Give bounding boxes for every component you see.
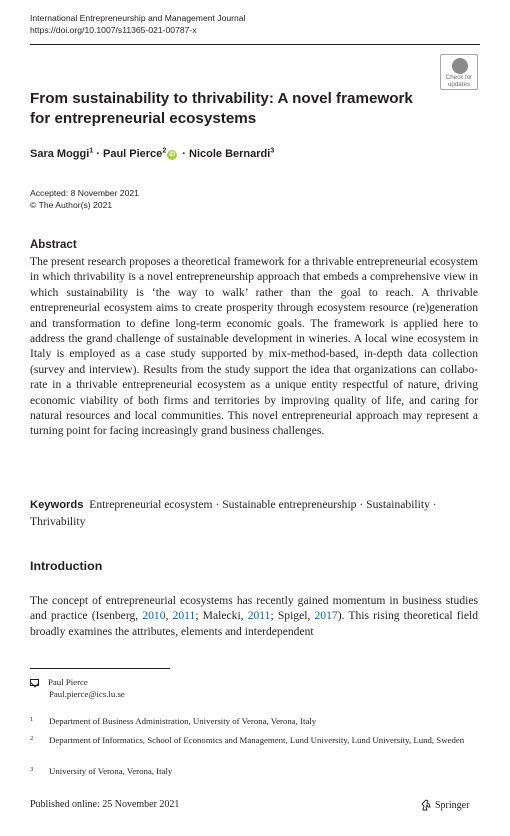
author-separator: · <box>93 148 103 160</box>
intro-text: , <box>165 609 173 623</box>
footnote-rule <box>30 668 170 669</box>
springer-horse-icon <box>420 799 432 811</box>
corresponding-author <box>30 677 125 700</box>
keywords-text: Entrepreneurial ecosystem · Sustainable entrepreneurship · Sustainability · Thrivability <box>30 498 437 528</box>
author-name[interactable]: Paul Pierce <box>102 148 163 160</box>
badge-line1: Check for <box>445 74 473 81</box>
orcid-icon[interactable]: iD <box>169 152 176 158</box>
article-title: From sustainability to thrivability: A novel framework for entrepreneurial ecosystems <box>30 90 413 127</box>
check-updates-icon <box>452 58 468 74</box>
doi-link[interactable]: https://doi.org/10.1007/s11365-021-00787-x <box>30 25 197 35</box>
intro-text: The concept of entrepreneurial ecosystems has recently gained momentum in business studies and practice (Isenberg, <box>30 594 478 623</box>
contact-email[interactable]: Paul.pierce@ics.lu.se <box>49 688 125 699</box>
citation-link[interactable]: 2011 <box>247 609 271 623</box>
article-dates <box>30 187 139 211</box>
citation-link[interactable]: 2010 <box>142 609 166 623</box>
author-affiliation-marker: 1 <box>89 147 94 155</box>
affiliation <box>30 716 478 728</box>
author-affiliation-marker: 3 <box>270 147 275 155</box>
abstract-heading: Abstract <box>30 239 77 251</box>
affiliation <box>30 766 478 778</box>
check-for-updates-badge[interactable] <box>440 54 478 90</box>
author-name[interactable]: Nicole Bernardi <box>189 148 271 160</box>
affiliation-number: 1 <box>30 716 34 723</box>
abstract-text: The present research proposes a theoretical framework for a thrivable entrepreneurial ecosystem in which thrivability is a novel entrepreneurship approach that embeds a comprehensive view in which sustainability is ‘the way to walk’ rather than the goal to reach. A thrivable entrepreneurial ecosystem aims to create prosperity through ecosystem resource (re)generation and transformation to define long-term economic goals. The framework is applied here to address the grand challenge of sustainable development in wineries. A local wine ecosystem in Italy is employed as a case study supported by mix-method-based, in-depth data collection (survey and interview). Results from the study support the idea that organizations can collaborate in a thrivable entrepreneurial ecosystem as a unique entity respectful of nature, driving economic viability of both firms and territories by improving quality of life, and caring for natural resources and local communities. This novel entrepreneurial approach may represent a turning point for facing increasingly grand business challenges. <box>30 255 478 438</box>
header-rule <box>30 44 480 45</box>
citation-link[interactable]: 2017 <box>314 609 338 623</box>
affiliation <box>30 735 478 747</box>
keywords-label: Keywords <box>30 499 84 511</box>
affiliation-number: 2 <box>30 735 34 742</box>
author-name[interactable]: Sara Moggi <box>30 148 90 160</box>
affiliation-text: Department of Business Administration, University of Verona, Verona, Italy <box>49 716 317 726</box>
copyright-line: © The Author(s) 2021 <box>30 200 113 210</box>
accepted-date: Accepted: 8 November 2021 <box>30 188 139 198</box>
intro-text: ). This rising theoretical field broadly examines the attributes, elements and interdependent <box>30 609 478 638</box>
author-separator: · <box>179 148 189 160</box>
publisher-name: Springer <box>435 799 470 811</box>
introduction-heading: Introduction <box>30 559 103 573</box>
published-date: Published online: 25 November 2021 <box>30 799 180 810</box>
affiliation-text: Department of Informatics, School of Economics and Management, Lund University, Lund University, Lund, Sweden <box>49 735 465 745</box>
journal-header <box>30 12 245 36</box>
author-affiliation-marker: 2 <box>162 147 167 155</box>
journal-name: International Entrepreneurship and Management Journal <box>30 13 246 23</box>
badge-line2: updates <box>447 80 471 88</box>
affiliation-number: 3 <box>30 766 34 773</box>
citation-link[interactable]: 2011 <box>172 609 196 623</box>
introduction-paragraph <box>30 593 478 639</box>
author-list <box>30 148 274 160</box>
intro-text: ; Spigel, <box>270 609 315 623</box>
publisher-logo[interactable] <box>420 799 469 811</box>
envelope-icon <box>30 679 39 686</box>
keywords <box>30 497 478 529</box>
contact-name: Paul Pierce <box>48 677 88 687</box>
affiliation-text: University of Verona, Verona, Italy <box>49 766 173 776</box>
intro-text: ; Malecki, <box>195 609 248 623</box>
